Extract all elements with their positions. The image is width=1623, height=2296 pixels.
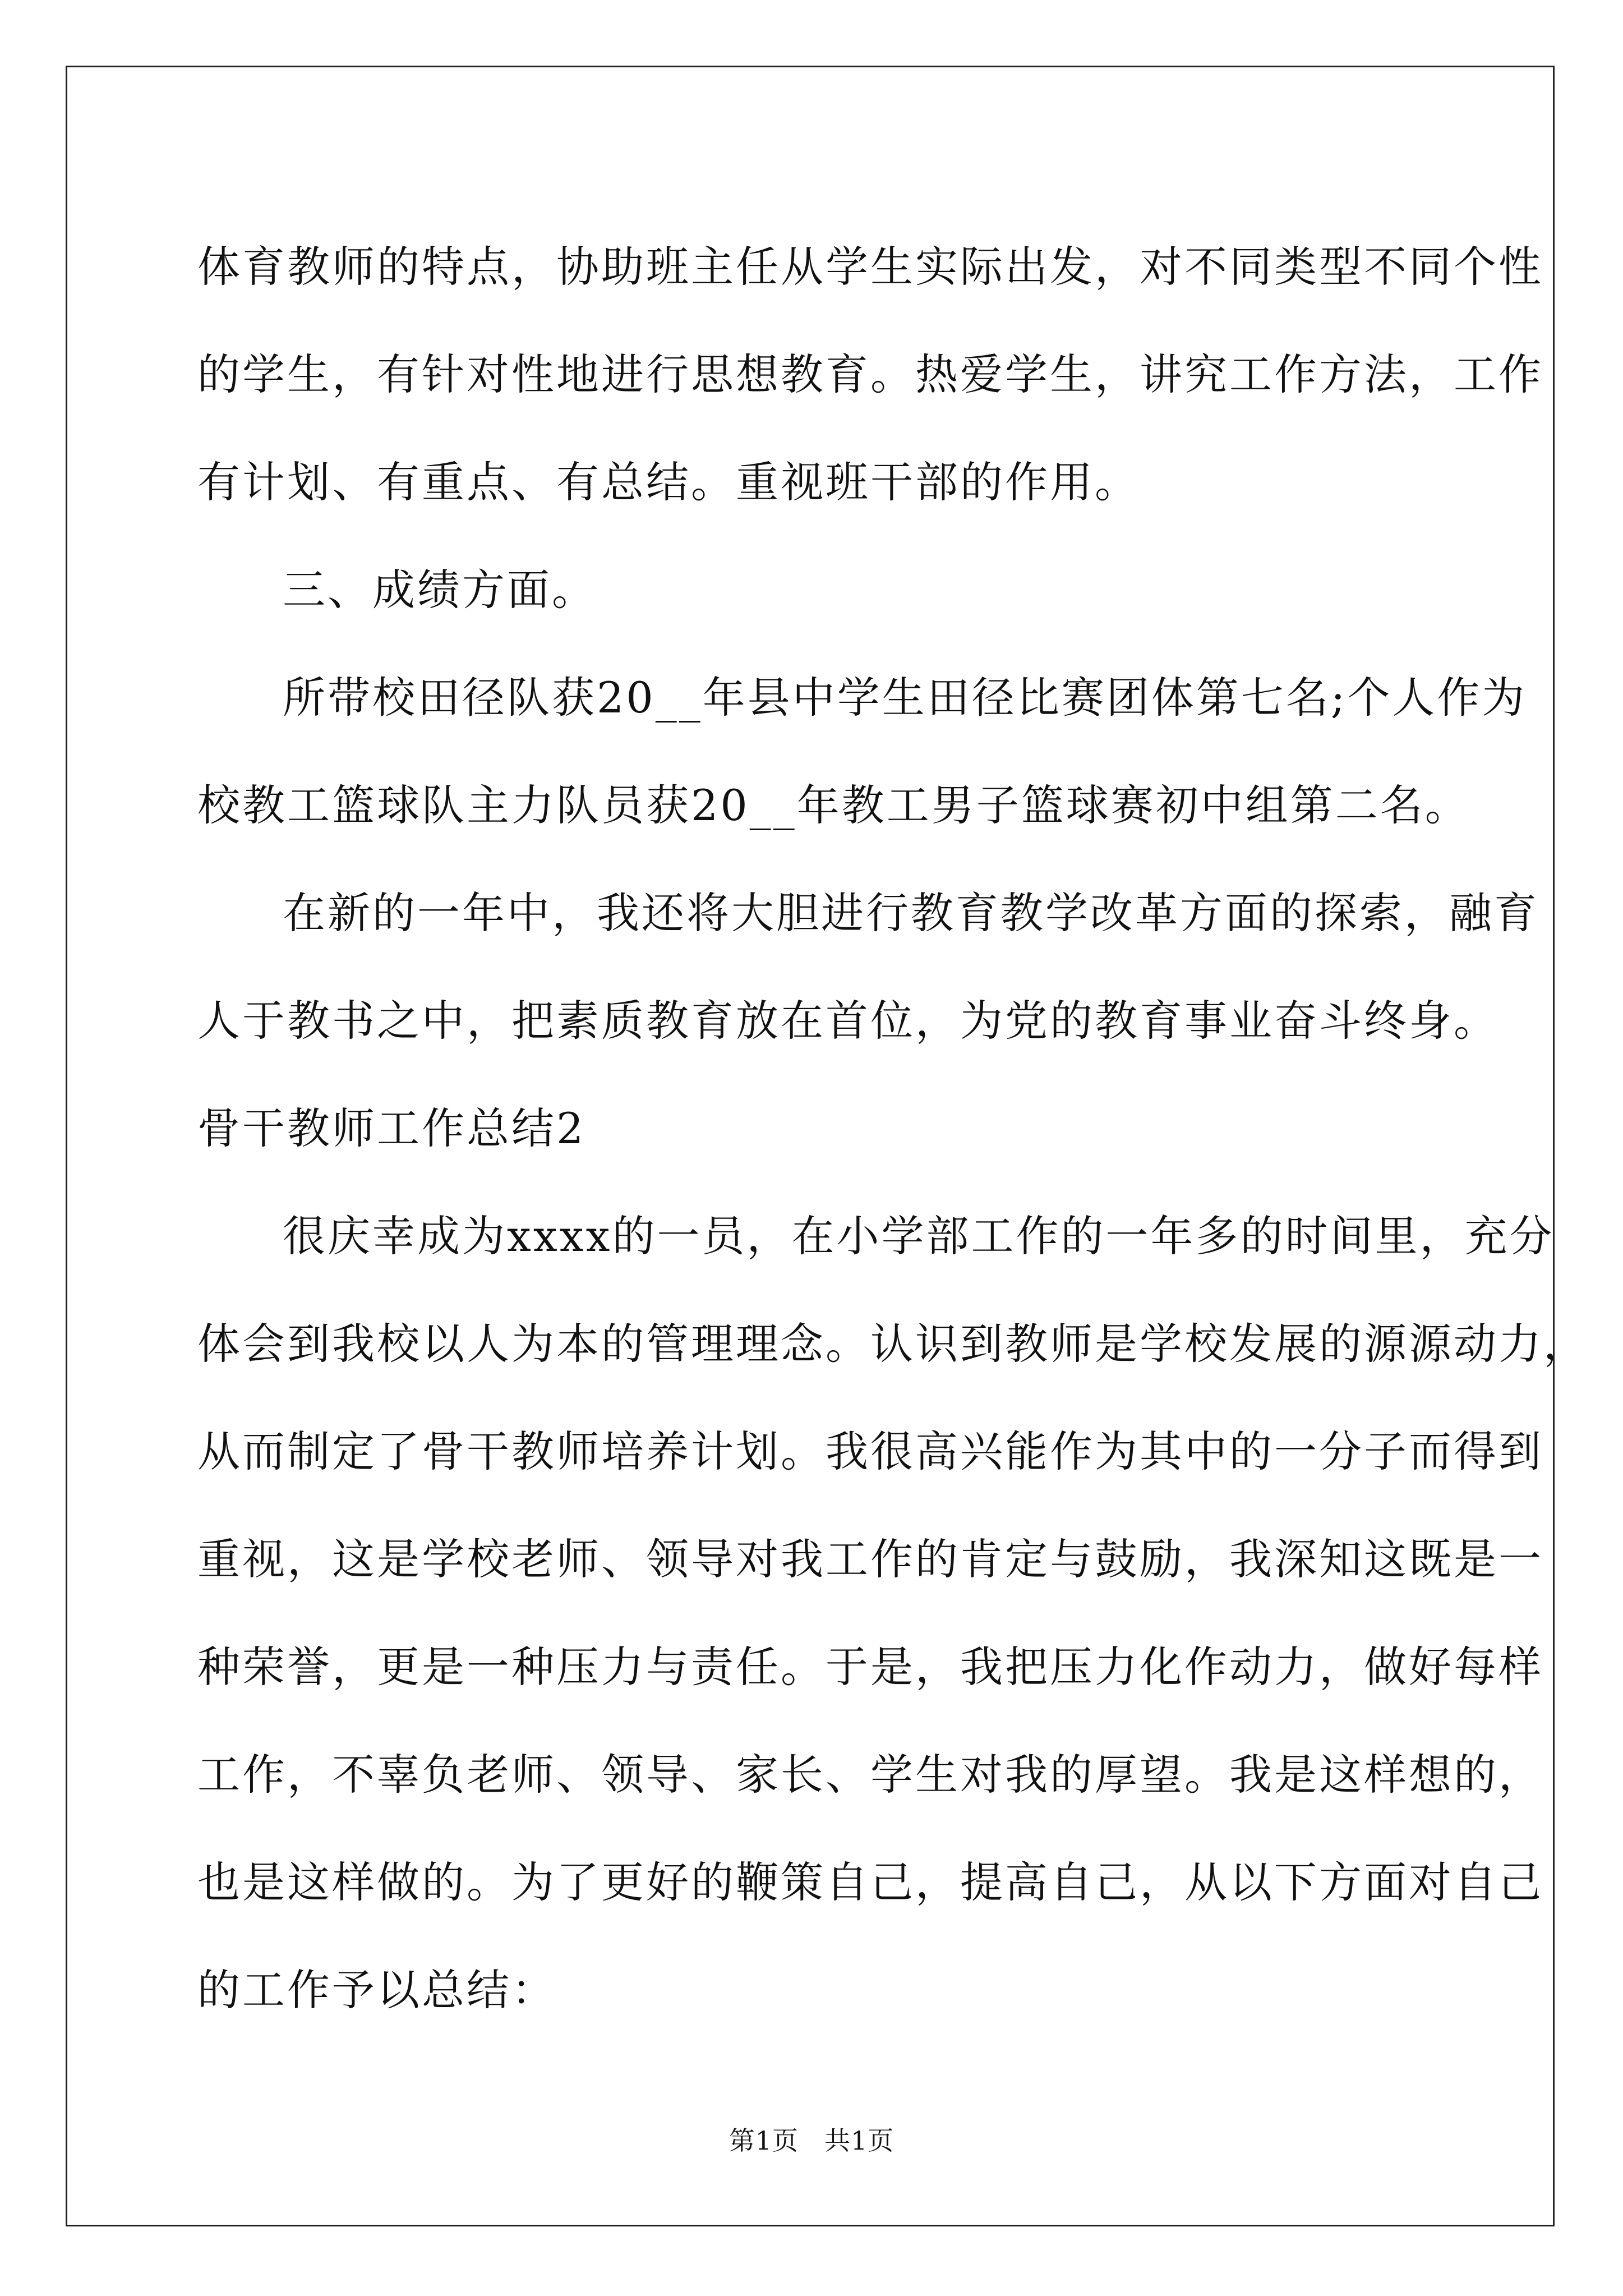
document-body xyxy=(197,213,1588,2044)
document-title: 骨干教师工作总结2 xyxy=(197,1103,586,1153)
text-line: 重视，这是学校老师、领导对我工作的肯定与鼓励，我深知这既是一 xyxy=(197,1534,1543,1584)
text-line: 校教工篮球队主力队员获20__年教工男子篮球赛初中组第二名。 xyxy=(197,780,1470,830)
text-line: 从而制定了骨干教师培养计划。我很高兴能作为其中的一分子而得到 xyxy=(197,1427,1543,1476)
page-number: 第1页 xyxy=(728,2125,799,2156)
text-line: 体育教师的特点，协助班主任从学生实际出发，对不同类型不同个性 xyxy=(197,242,1543,292)
page-total: 共1页 xyxy=(824,2125,895,2156)
text-line: 有计划、有重点、有总结。重视班干部的作用。 xyxy=(197,457,1140,507)
text-line: 所带校田径队获20__年县中学生田径比赛团体第七名;个人作为 xyxy=(283,673,1527,723)
text-line: 体会到我校以人为本的管理理念。认识到教师是学校发展的源源动力， xyxy=(197,1319,1588,1369)
text-line: 工作，不辜负老师、领导、家长、学生对我的厚望。我是这样想的， xyxy=(197,1750,1543,1800)
text-line: 也是这样做的。为了更好的鞭策自己，提高自己，从以下方面对自己 xyxy=(197,1857,1543,1907)
text-line: 的工作予以总结： xyxy=(197,1965,556,2015)
text-line: 种荣誉，更是一种压力与责任。于是，我把压力化作动力，做好每样 xyxy=(197,1642,1543,1692)
section-heading: 三、成绩方面。 xyxy=(283,565,597,615)
text-line: 很庆幸成为xxxx的一员，在小学部工作的一年多的时间里，充分 xyxy=(283,1211,1555,1261)
text-line: 在新的一年中，我还将大胆进行教育教学改革方面的探索，融育 xyxy=(283,888,1539,938)
page-footer xyxy=(0,2124,1623,2157)
text-line: 人于教书之中，把素质教育放在首位，为党的教育事业奋斗终身。 xyxy=(197,996,1498,1046)
text-line: 的学生，有针对性地进行思想教育。热爱学生，讲究工作方法，工作 xyxy=(197,349,1543,399)
